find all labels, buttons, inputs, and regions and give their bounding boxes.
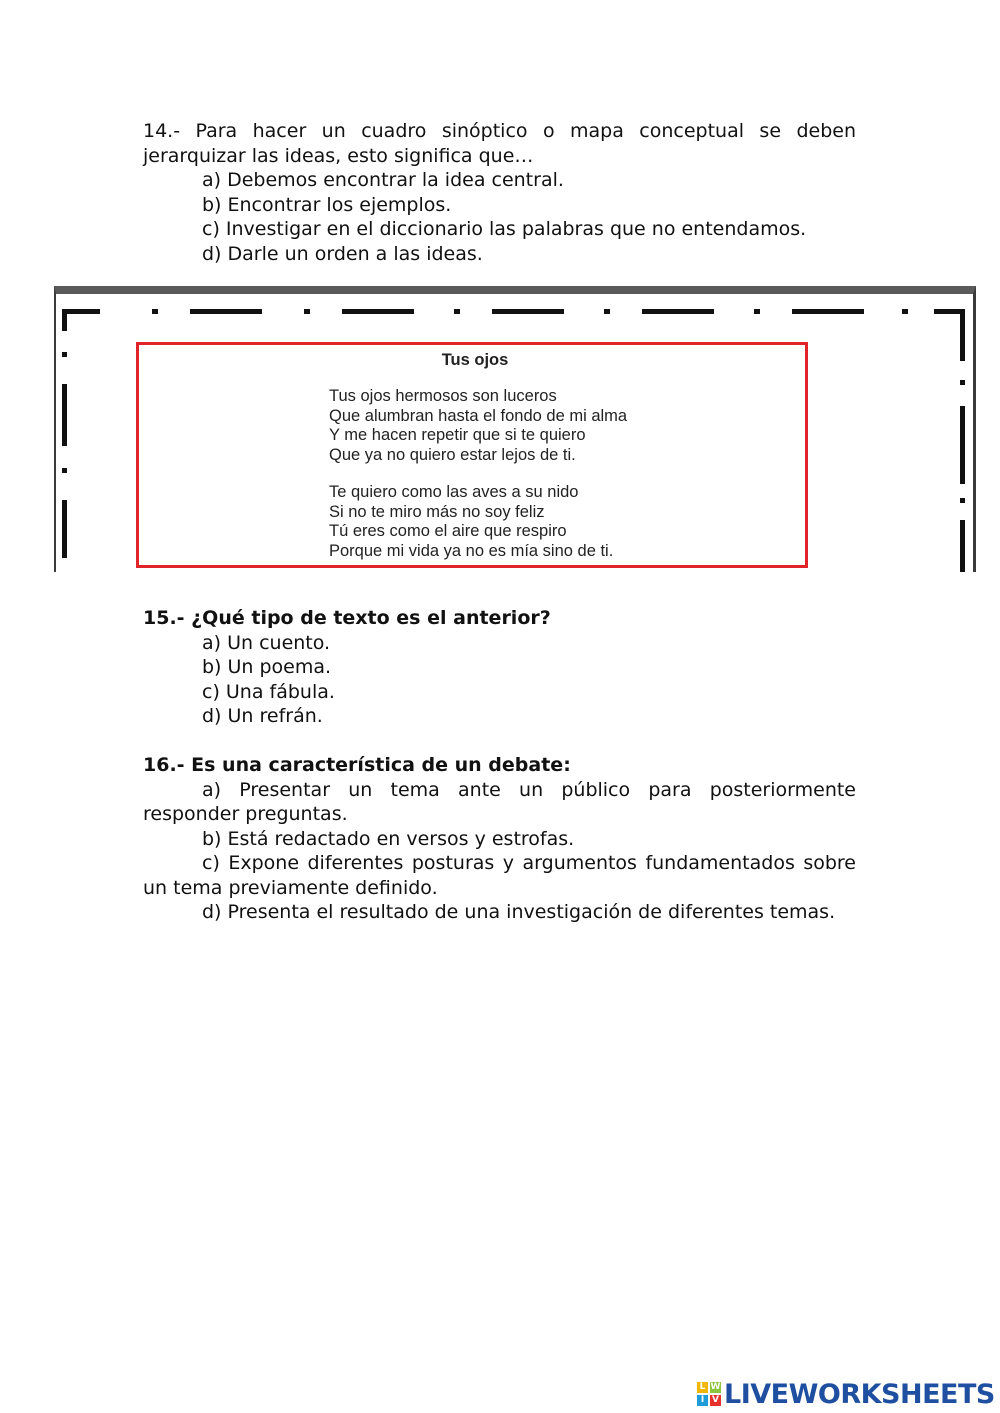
poem-stanza-1 (329, 387, 627, 465)
question-16-option-d[interactable]: d) Presenta el resultado de una investigación de diferentes temas. (202, 901, 836, 923)
logo-mark-letter: W (710, 1382, 721, 1392)
poem-verse: Que alumbran hasta el fondo de mi alma (329, 406, 628, 425)
poem-verse: Si no te miro más no soy feliz (329, 502, 545, 521)
logo-mark-letter: I (697, 1395, 708, 1406)
question-16-option-c[interactable]: c) Expone diferentes posturas y argumentos fundamentados sobre un tema previamente definido. (143, 852, 856, 899)
question-16-option-a[interactable]: a) Presentar un tema ante un público para posteriormente responder preguntas. (143, 778, 856, 825)
question-16 (143, 753, 856, 925)
question-16-title: 16.- Es una característica de un debate: (143, 754, 571, 776)
poem-verse: Que ya no quiero estar lejos de ti. (329, 445, 576, 464)
question-16-option-b[interactable]: b) Está redactado en versos y estrofas. (202, 827, 575, 850)
question-15-option-d[interactable]: d) Un refrán. (202, 705, 323, 727)
question-14-option-a[interactable]: a) Debemos encontrar la idea central. (202, 169, 564, 191)
logo-mark-letter: V (710, 1395, 721, 1406)
logo-mark-icon (697, 1382, 721, 1406)
poem-verse: Porque mi vida ya no es mía sino de ti. (329, 541, 614, 560)
logo-text: LIVEWORKSHEETS (724, 1378, 995, 1410)
question-15-option-b[interactable]: b) Un poema. (202, 656, 332, 678)
question-14 (143, 119, 856, 266)
question-15-option-c[interactable]: c) Una fábula. (202, 680, 335, 703)
question-14-option-c[interactable]: c) Investigar en el diccionario las palabras que no entendamos. (202, 218, 807, 240)
poem-verse: Te quiero como las aves a su nido (329, 483, 579, 501)
poem-image (54, 286, 976, 572)
question-15-option-a[interactable]: a) Un cuento. (202, 631, 331, 654)
question-14-option-d[interactable]: d) Darle un orden a las ideas. (202, 242, 483, 265)
question-15-title: 15.- ¿Qué tipo de texto es el anterior? (143, 607, 551, 629)
poem-stanza-2 (329, 483, 613, 561)
poem-title: Tus ojos (441, 351, 509, 369)
question-14-title: 14.- Para hacer un cuadro sinóptico o mapa conceptual se deben jerarquizar las ideas, esto significa que… (143, 120, 856, 167)
question-14-option-b[interactable]: b) Encontrar los ejemplos. (202, 193, 452, 216)
liveworksheets-logo[interactable] (697, 1376, 995, 1412)
poem-box (136, 342, 808, 568)
question-15 (143, 606, 856, 729)
logo-mark-letter: L (697, 1382, 708, 1393)
poem-verse: Y me hacen repetir que si te quiero (329, 426, 586, 444)
poem-verse: Tú eres como el aire que respiro (329, 522, 567, 540)
poem-verse: Tus ojos hermosos son luceros (329, 387, 557, 405)
